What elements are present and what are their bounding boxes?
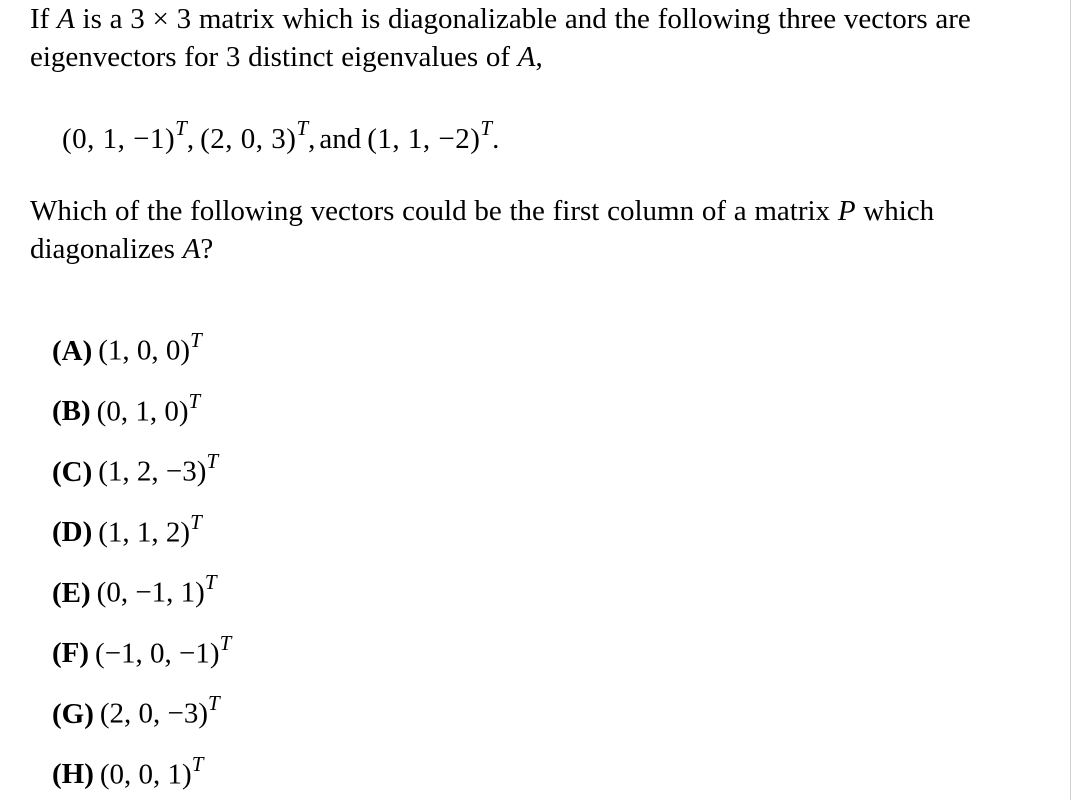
question-text-1: Which of the following vectors could be the first column of a matrix — [30, 195, 838, 227]
option-g[interactable] — [52, 685, 231, 746]
option-d[interactable] — [52, 504, 231, 565]
option-vector: (0, 1, 0) — [97, 395, 189, 427]
answer-options — [52, 322, 231, 806]
option-a[interactable] — [52, 322, 231, 383]
intro-text-1: If — [30, 3, 57, 35]
option-label: (H) — [52, 758, 94, 790]
option-label: (C) — [52, 456, 92, 488]
option-vector: (1, 0, 0) — [98, 335, 190, 367]
option-label: (A) — [52, 335, 92, 367]
matrix-variable-p: P — [838, 195, 856, 227]
option-label: (G) — [52, 698, 94, 730]
option-label: (E) — [52, 577, 91, 609]
option-label: (B) — [52, 395, 91, 427]
option-f[interactable] — [52, 625, 231, 686]
option-e[interactable] — [52, 564, 231, 625]
eigenvector-2: (2, 0, 3)$^T$, — [200, 123, 315, 155]
option-vector: (0, 0, 1) — [100, 758, 192, 790]
eigenvector-3: (1, 1, −2)$^T$. — [367, 123, 499, 155]
transpose-superscript: T — [175, 116, 187, 140]
question-text — [30, 192, 1050, 268]
option-label: (D) — [52, 516, 92, 548]
and-word: and — [319, 123, 361, 155]
transpose-superscript: T — [296, 116, 308, 140]
transpose-superscript: T — [190, 328, 202, 352]
eigenvector-1: (0, 1, −1)$^T$, — [62, 123, 200, 155]
option-b[interactable] — [52, 383, 231, 444]
transpose-superscript: T — [205, 570, 217, 594]
option-vector: (1, 1, 2) — [98, 516, 190, 548]
problem-statement — [30, 0, 1050, 76]
transpose-superscript: T — [190, 510, 202, 534]
option-vector: (2, 0, −3) — [100, 698, 208, 730]
transpose-superscript: T — [189, 389, 201, 413]
transpose-superscript: T — [480, 116, 492, 140]
transpose-superscript: T — [220, 631, 232, 655]
question-text-3: ? — [200, 233, 213, 265]
transpose-superscript: T — [208, 691, 220, 715]
page-edge-divider — [1070, 0, 1071, 800]
eigenvector-list — [62, 110, 499, 159]
transpose-superscript: T — [206, 449, 218, 473]
option-vector: (1, 2, −3) — [98, 456, 206, 488]
matrix-variable-a: A — [57, 3, 75, 35]
option-label: (F) — [52, 637, 89, 669]
question-text-2: which diagonalizes — [30, 195, 934, 265]
option-h[interactable] — [52, 746, 231, 806]
intro-text-3: , — [536, 41, 543, 73]
option-vector: (0, −1, 1) — [97, 577, 205, 609]
option-vector: (−1, 0, −1) — [95, 637, 220, 669]
transpose-superscript: T — [192, 752, 204, 776]
matrix-variable-a-3: A — [183, 233, 201, 265]
matrix-variable-a-2: A — [518, 41, 536, 73]
option-c[interactable] — [52, 443, 231, 504]
intro-text-2: is a 3 × 3 matrix which is diagonalizable and the following three vectors are eigenvectors for 3 distinct eigenvalues of — [30, 3, 971, 73]
